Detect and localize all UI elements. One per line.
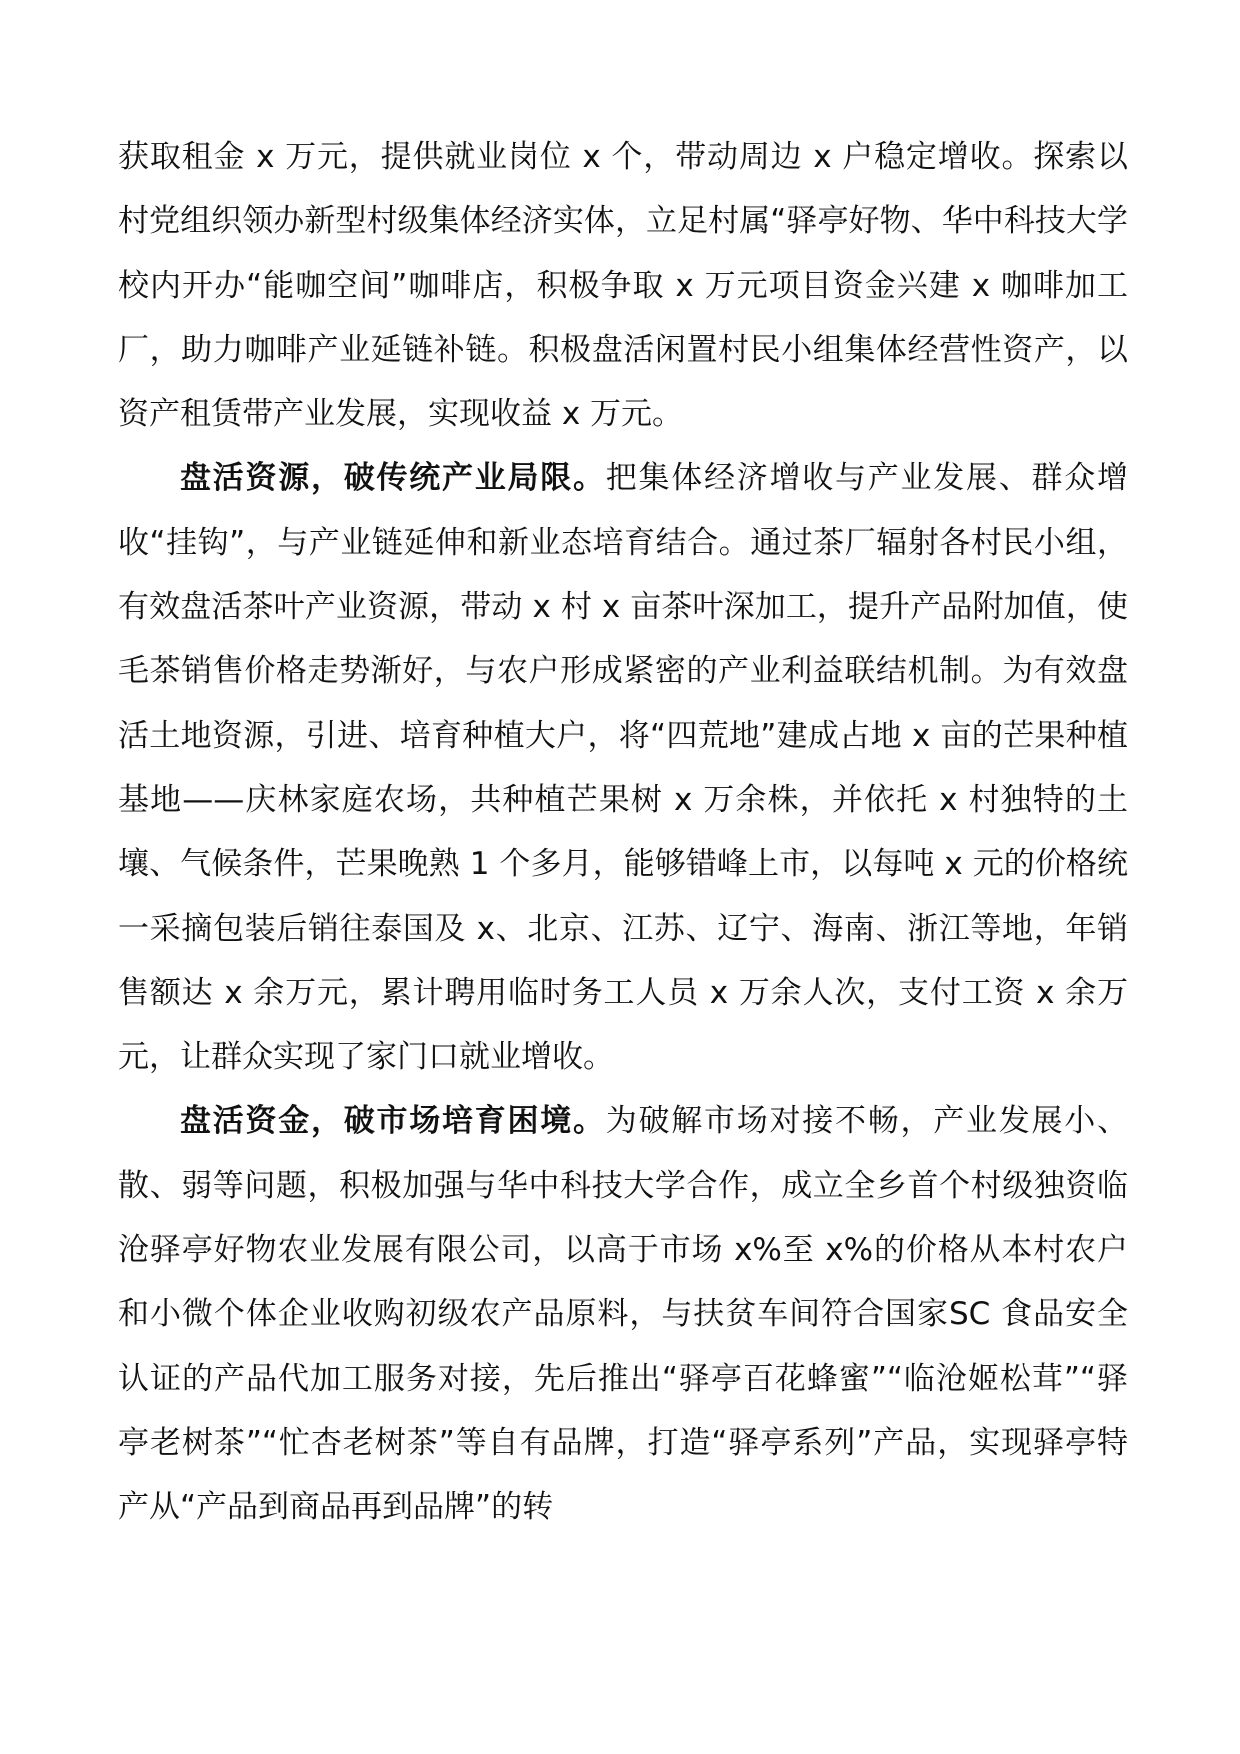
paragraph-text: 把集体经济增收与产业发展、群众增收“挂钩”，与产业链延伸和新业态培育结合。通过茶厂辐射各村民小组，有效盘活茶叶产业资源，带动 x 村 x 亩茶叶深加工，提升产品附加值，使毛茶销售价格走势渐好，与农户形成紧密的产业利益联结机制。为有效盘活土地资源，引进、培育种植大户，将“四荒地”建成占地 x 亩的芒果种植基地——庆林家庭农场，共种植芒果树 x 万余株，并依托 x 村独特的土壤、气候条件，芒果晚熟 1 个多月，能够错峰上市，以每吨 x 元的价格统一采摘包装后销往泰国及 x、北京、江苏、辽宁、海南、浙江等地，年销售额达 x 余万元，累计聘用临时务工人员 x 万余人次，支付工资 x 余万元，让群众实现了家门口就业增收。 [118,460,1128,1076]
paragraph-text: 获取租金 x 万元，提供就业岗位 x 个，带动周边 x 户稳定增收。探索以村党组织领办新型村级集体经济实体，立足村属“驿亭好物、华中科技大学校内开办“能咖空间”咖啡店，积极争取 x 万元项目资金兴建 x 咖啡加工厂，助力咖啡产业延链补链。积极盘活闲置村民小组集体经营性资产，以资产租赁带产业发展，实现收益 x 万元。 [118,139,1128,433]
paragraph-funds [118,1089,1128,1539]
document-page [118,125,1128,1540]
paragraph-heading: 盘活资金，破市场培育困境。 [180,1103,606,1140]
paragraph-resources [118,446,1128,1089]
paragraph-continuation [118,125,1128,446]
paragraph-heading: 盘活资源，破传统产业局限。 [180,460,606,497]
paragraph-text: 为破解市场对接不畅，产业发展小、散、弱等问题，积极加强与华中科技大学合作，成立全乡首个村级独资临沧驿亭好物农业发展有限公司，以高于市场 x%至 x%的价格从本村农户和小微个体企业收购初级农产品原料，与扶贫车间符合国家SC 食品安全认证的产品代加工服务对接，先后推出“驿亭百花蜂蜜”“临沧姬松茸”“驿亭老树茶”“忙杏老树茶”等自有品牌，打造“驿亭系列”产品，实现驿亭特产从“产品到商品再到品牌”的转 [118,1103,1128,1526]
